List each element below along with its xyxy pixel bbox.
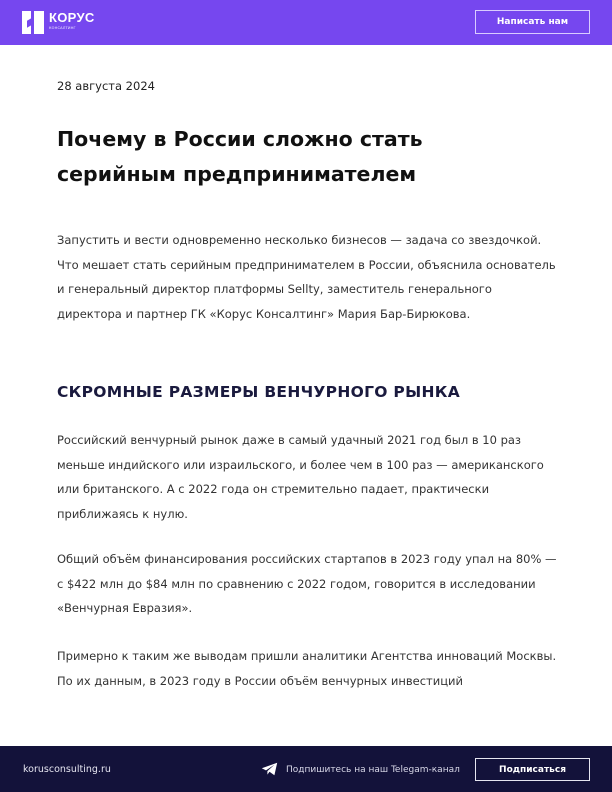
article-date: 28 августа 2024: [57, 79, 155, 93]
article-paragraph: Примерно к таким же выводам пришли аналитики Агентства инноваций Москвы. По их данным, в 2023 году в России объём венчурных инвестиций: [57, 649, 557, 688]
section-heading: СКРОМНЫЕ РАЗМЕРЫ ВЕНЧУРНОГО РЫНКА: [57, 383, 460, 401]
logo-subtitle: КОНСАЛТИНГ: [49, 26, 76, 30]
telegram-paper-plane-icon[interactable]: [261, 762, 278, 776]
logo-name: КОРУС: [49, 10, 95, 25]
site-link[interactable]: korusconsulting.ru: [23, 764, 111, 775]
contact-us-button[interactable]: Написать нам: [475, 10, 590, 34]
article-paragraph: Общий объём финансирования российских стартапов в 2023 году упал на 80% — с $422 млн до $84 млн по сравнению с 2022 годом, говорится в исследовании «Венчурная Евразия».: [57, 552, 557, 615]
article-title: Почему в России сложно стать серийным предпринимателем: [57, 127, 423, 186]
telegram-subscribe-text[interactable]: Подпишитесь на наш Telegam-канал: [286, 765, 460, 775]
subscribe-button[interactable]: Подписаться: [475, 758, 590, 781]
article-paragraph: Российский венчурный рынок даже в самый удачный 2021 год был в 10 раз меньше индийского или израильского, и более чем в 100 раз — американского или британского. А с 2022 года он стремительно падает, практически приближаясь к нулю.: [57, 433, 544, 521]
korus-logo[interactable]: [22, 11, 95, 34]
footer-bar: [0, 746, 612, 792]
article-intro: Запустить и вести одновременно несколько бизнесов — задача со звездочкой. Что мешает стать серийным предпринимателем в России, объяснила основатель и генеральный директор платформы Sellty, заместитель генерального директора и партнер ГК «Корус Консалтинг» Мария Бар-Бирюкова.: [57, 233, 556, 321]
korus-logo-icon: [22, 11, 44, 34]
header-bar: [0, 0, 612, 45]
